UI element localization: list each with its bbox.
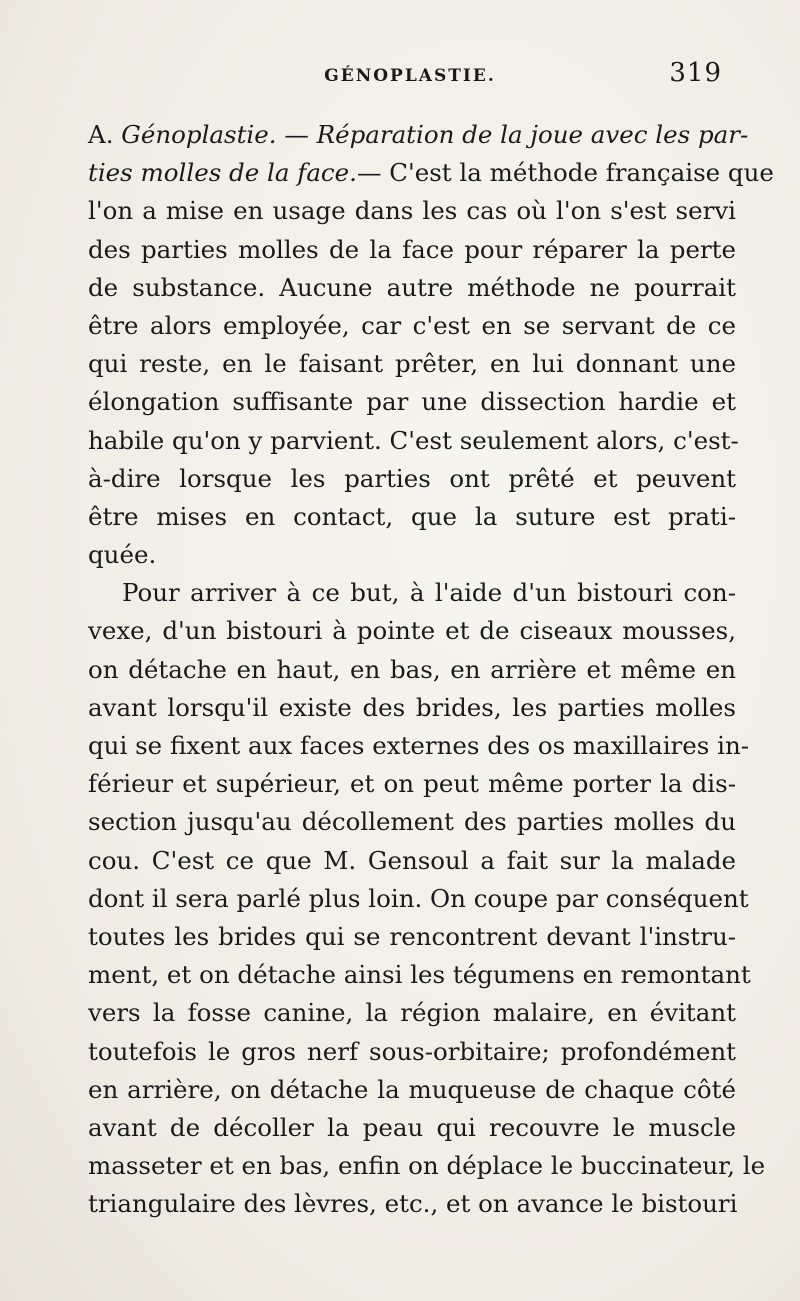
text-run: avant lorsqu'il existe des brides, les parties molles	[88, 692, 736, 722]
text-line	[88, 536, 736, 574]
text-line	[88, 231, 736, 269]
text-line	[88, 727, 749, 765]
text-line	[88, 1071, 736, 1109]
text-run: ment, et on détache ainsi les tégumens en remontant	[88, 960, 751, 990]
text-run: A.	[88, 120, 122, 149]
text-line	[88, 154, 774, 192]
text-run: l'on a mise en usage dans les cas où l'on s'est servi	[88, 196, 736, 226]
page-header	[90, 58, 730, 98]
text-run: élongation suffisante par une dissection hardie et	[88, 387, 736, 417]
text-run: de substance. Aucune autre méthode ne pourrait	[88, 272, 736, 302]
text-run: être mises en contact, que la suture est prati-	[88, 501, 736, 531]
text-run: en arrière, on détache la muqueuse de chaque côté	[88, 1074, 736, 1104]
text-line	[88, 383, 736, 421]
text-run: on détache en haut, en bas, en arrière et même en	[88, 654, 736, 684]
text-line	[88, 612, 736, 650]
text-line	[88, 460, 736, 498]
text-run: dont il sera parlé plus loin. On coupe par conséquent	[88, 883, 749, 913]
text-run: vers la fosse canine, la région malaire, en évitant	[88, 998, 736, 1028]
text-line	[88, 307, 736, 345]
text-line	[88, 192, 736, 230]
text-run: à-dire lorsque les parties ont prêté et peuvent	[88, 463, 736, 493]
text-run: quée.	[88, 540, 157, 570]
text-line	[88, 689, 736, 727]
text-run: qui se fixent aux faces externes des os maxillaires in-	[88, 731, 749, 760]
text-line	[88, 994, 736, 1032]
text-line	[88, 422, 739, 460]
running-title: GÉNOPLASTIE.	[324, 66, 496, 86]
text-line	[88, 1033, 736, 1071]
text-line	[88, 803, 736, 841]
text-line	[88, 918, 736, 956]
text-line	[88, 842, 736, 880]
text-run: section jusqu'au décollement des parties molles du	[88, 807, 736, 837]
text-line	[88, 1185, 736, 1223]
text-run: Pour arriver à ce but, à l'aide d'un bistouri con-	[122, 578, 736, 608]
text-line	[88, 574, 736, 612]
text-line	[88, 498, 736, 536]
text-run: avant de décoller la peau qui recouvre le muscle	[88, 1112, 736, 1142]
text-run: vexe, d'un bistouri à pointe et de ciseaux mousses,	[88, 616, 736, 646]
text-line	[88, 765, 736, 803]
text-run: masseter et en bas, enfin on déplace le buccinateur, le	[88, 1151, 766, 1181]
text-line	[88, 269, 736, 307]
body-text	[88, 116, 774, 1223]
page-number: 319	[669, 58, 722, 88]
text-line	[88, 116, 749, 154]
text-run: — C'est la méthode française que	[356, 158, 774, 188]
text-run: des parties molles de la face pour réparer la perte	[88, 234, 736, 264]
text-line	[88, 1109, 736, 1147]
text-run: triangulaire des lèvres, etc., et on avance le bistouri	[88, 1189, 738, 1219]
text-run: toutefois le gros nerf sous-orbitaire; profondément	[88, 1036, 736, 1066]
italic-text: ties molles de la face.	[88, 158, 357, 188]
text-run: cou. C'est ce que M. Gensoul a fait sur la malade	[88, 845, 736, 875]
text-line	[88, 651, 736, 689]
text-line	[88, 345, 736, 383]
text-line	[88, 1147, 766, 1185]
text-line	[88, 956, 751, 994]
text-line	[88, 880, 749, 918]
text-run: être alors employée, car c'est en se servant de ce	[88, 310, 736, 340]
italic-text: Génoplastie. — Réparation de la joue avec les par-	[121, 120, 749, 149]
text-run: toutes les brides qui se rencontrent devant l'instru-	[88, 921, 736, 951]
text-run: férieur et supérieur, et on peut même porter la dis-	[88, 769, 736, 799]
text-run: qui reste, en le faisant prêter, en lui donnant une	[88, 349, 736, 379]
text-run: habile qu'on y parvient. C'est seulement alors, c'est-	[88, 425, 739, 455]
